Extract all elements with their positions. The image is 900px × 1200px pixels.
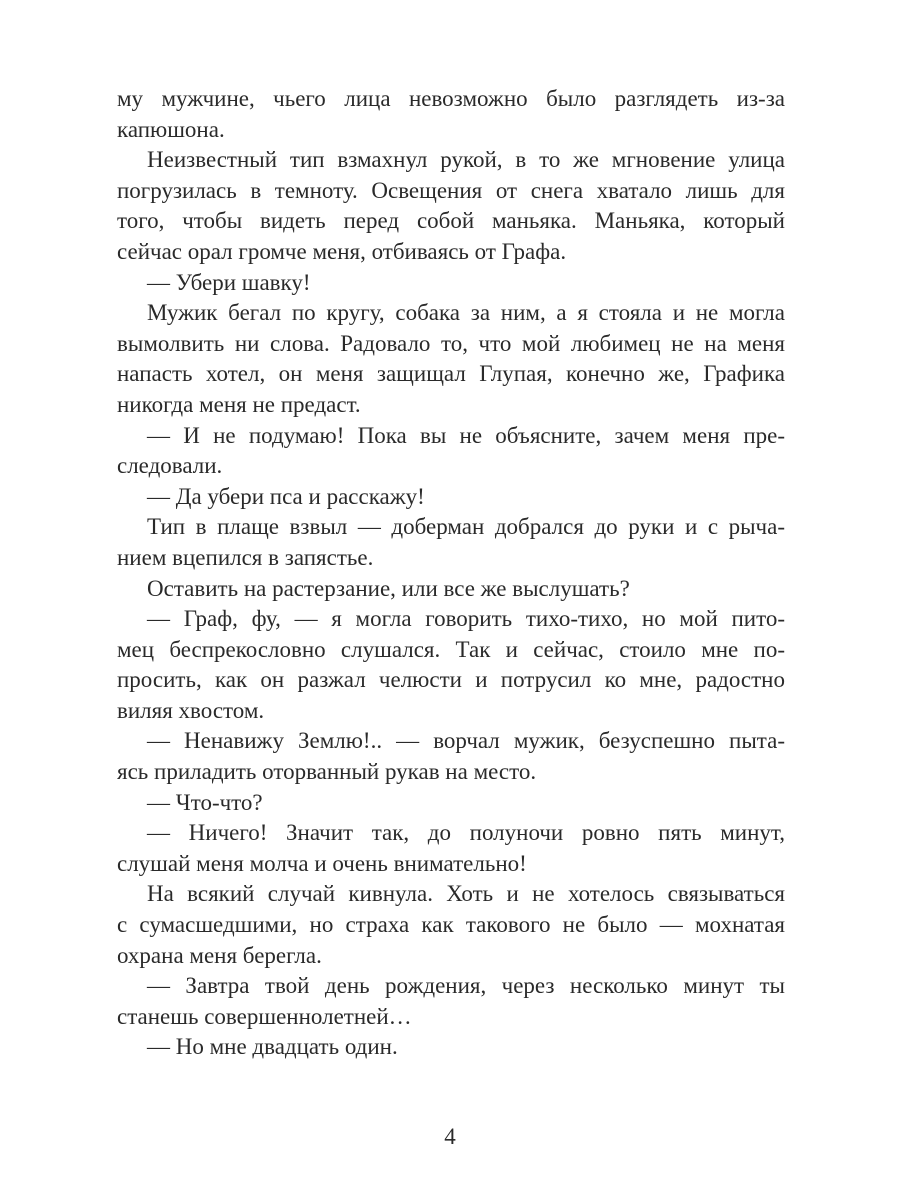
text-line: Тип в плаще взвыл — доберман добрался до руки и с рыча- [147,514,785,540]
text-line: Неизвестный тип взмахнул рукой, в то же мгновение улица [147,147,785,173]
text-line: напасть хотел, он меня защищал Глупая, конечно же, Графика [117,361,785,387]
text-line: На всякий случай кивнула. Хоть и не хотелось связываться [147,881,785,907]
text-line: просить, как он разжал челюсти и потрусил ко мне, радостно [117,667,785,693]
text-line: — Что-что? [147,789,263,815]
text-line: — Завтра твой день рождения, через несколько минут ты [147,973,785,999]
text-line: — Но мне двадцать один. [147,1034,398,1060]
text-line: капюшона. [117,116,225,142]
text-line: сейчас орал громче меня, отбиваясь от Графа. [117,238,567,264]
text-line: — Граф, фу, — я могла говорить тихо-тихо, но мой пито- [147,606,785,632]
text-line: — И не подумаю! Пока вы не объясните, зачем меня пре- [147,422,785,448]
text-line: того, чтобы видеть перед собой маньяка. Маньяка, который [117,208,785,234]
text-line: мец беспрекословно слушался. Так и сейчас, стоило мне по- [117,636,785,662]
text-line: — Да убери пса и расскажу! [147,483,425,509]
page-number: 4 [444,1124,456,1149]
text-line: — Ничего! Значит так, до полуночи ровно пять минут, [147,820,785,846]
text-line: следовали. [117,453,223,479]
text-line: Мужик бегал по кругу, собака за ним, а я стояла и не могла [147,300,785,326]
text-line: никогда меня не предаст. [117,391,361,417]
text-line: погрузилась в темноту. Освещения от снега хватало лишь для [117,177,785,203]
text-line: — Убери шавку! [147,269,311,295]
text-line: му мужчине, чьего лица невозможно было разглядеть из-за [117,86,785,111]
text-line: с сумасшедшими, но страха как такового не было — мохнатая [117,912,785,938]
text-line: вымолвить ни слова. Радовало то, что мой любимец не на меня [117,330,785,356]
text-line: виляя хвостом. [117,697,265,723]
text-line: охрана меня берегла. [117,942,322,968]
page-body-text [117,84,785,1063]
text-line: нием вцепился в запястье. [117,544,374,570]
text-line: станешь совершеннолетней… [117,1003,412,1029]
text-line: — Ненавижу Землю!.. — ворчал мужик, безуспешно пыта- [147,728,785,754]
text-line: Оставить на растерзание, или все же выслушать? [147,575,630,601]
text-line: ясь приладить оторванный рукав на место. [117,759,537,785]
text-line: слушай меня молча и очень внимательно! [117,850,527,876]
